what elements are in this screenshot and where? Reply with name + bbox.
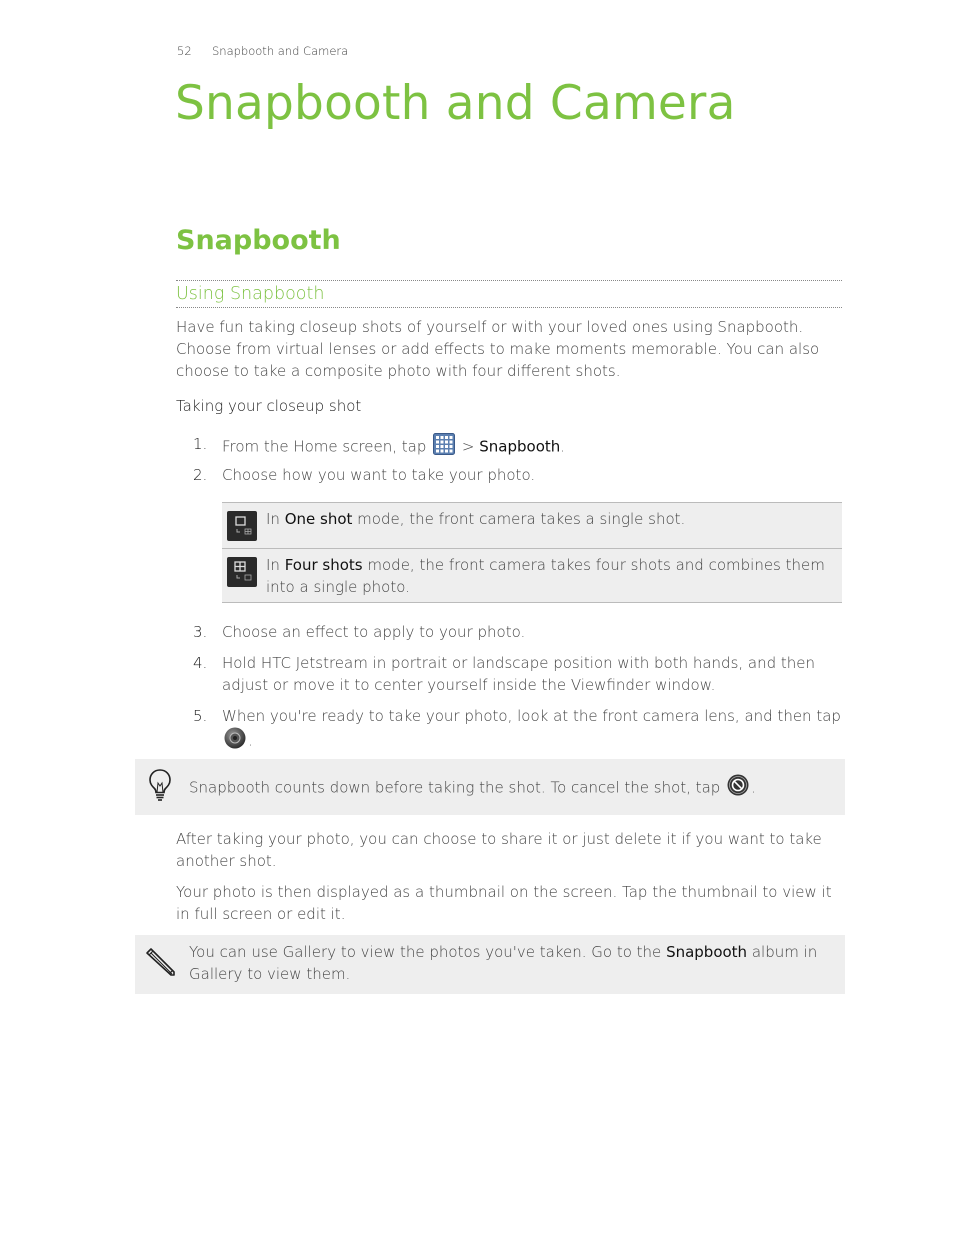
step-number: 5. (193, 707, 208, 725)
lightbulb-icon (148, 768, 172, 806)
mode-name: One shot (284, 510, 353, 528)
album-name: Snapbooth (666, 943, 748, 961)
step-1: 1. From the Home screen, tap > Snapbooth. (193, 433, 843, 455)
step-text: From the Home screen, tap (222, 437, 427, 456)
mode-row-one-shot (222, 503, 842, 549)
tip-text: Snapbooth counts down before taking the shot. To cancel the shot, tap . (189, 774, 839, 802)
subsection-title: Using Snapbooth (176, 284, 325, 304)
mode-description: In One shot mode, the front camera takes a single shot. (266, 510, 686, 528)
cancel-icon (727, 774, 749, 802)
mode-row-four-shots (222, 549, 842, 603)
one-shot-mode-icon (227, 511, 257, 541)
step-number: 2. (193, 466, 208, 484)
section-title: Snapbooth (176, 225, 341, 256)
divider-top (176, 280, 842, 281)
step-text: Choose an effect to apply to your photo. (222, 623, 526, 641)
mode-table (222, 502, 842, 603)
note-text: You can use Gallery to view the photos you've taken. Go to the Snapbooth album in Gallery to view them. (189, 943, 818, 983)
mode-description: In Four shots mode, the front camera takes four shots and combines them into a single photo. (266, 556, 825, 596)
all-apps-icon (433, 433, 455, 461)
step-text: Hold HTC Jetstream in portrait or landscape position with both hands, and then adjust or move it to center yourself inside the Viewfinder window. (222, 654, 816, 694)
page-number: 52 (177, 44, 192, 58)
divider-bottom (176, 307, 842, 308)
four-shots-mode-icon (227, 557, 257, 587)
step-2 (193, 464, 843, 486)
step-5: 5. When you're ready to take your photo, look at the front camera lens, and then tap . (193, 705, 843, 751)
step-number: 1. (193, 435, 208, 453)
menu-path-snapbooth: Snapbooth (479, 437, 561, 456)
pencil-icon (143, 944, 177, 982)
step-number: 3. (193, 623, 208, 641)
mode-name: Four shots (284, 556, 363, 574)
paragraph-after-2: Your photo is then displayed as a thumbnail on the screen. Tap the thumbnail to view it in full screen or edit it. (176, 883, 832, 923)
step-text: Choose how you want to take your photo. (222, 466, 536, 484)
chapter-title: Snapbooth and Camera (175, 76, 736, 131)
step-3 (193, 621, 843, 643)
paragraph-after-1: After taking your photo, you can choose to share it or just delete it if you want to take another shot. (176, 830, 822, 870)
running-header (177, 44, 348, 58)
note-box (135, 935, 845, 994)
running-title: Snapbooth and Camera (212, 44, 349, 58)
step-text: When you're ready to take your photo, look at the front camera lens, and then tap (222, 707, 841, 725)
shutter-icon (224, 727, 246, 755)
task-title: Taking your closeup shot (176, 397, 362, 415)
step-4 (193, 652, 843, 696)
intro-paragraph: Have fun taking closeup shots of yourself or with your loved ones using Snapbooth. Choose from virtual lenses or add effects to make moments memorable. You can also choose to take a composite photo with four different shots. (176, 318, 820, 380)
step-number: 4. (193, 654, 208, 672)
tip-box (135, 759, 845, 815)
